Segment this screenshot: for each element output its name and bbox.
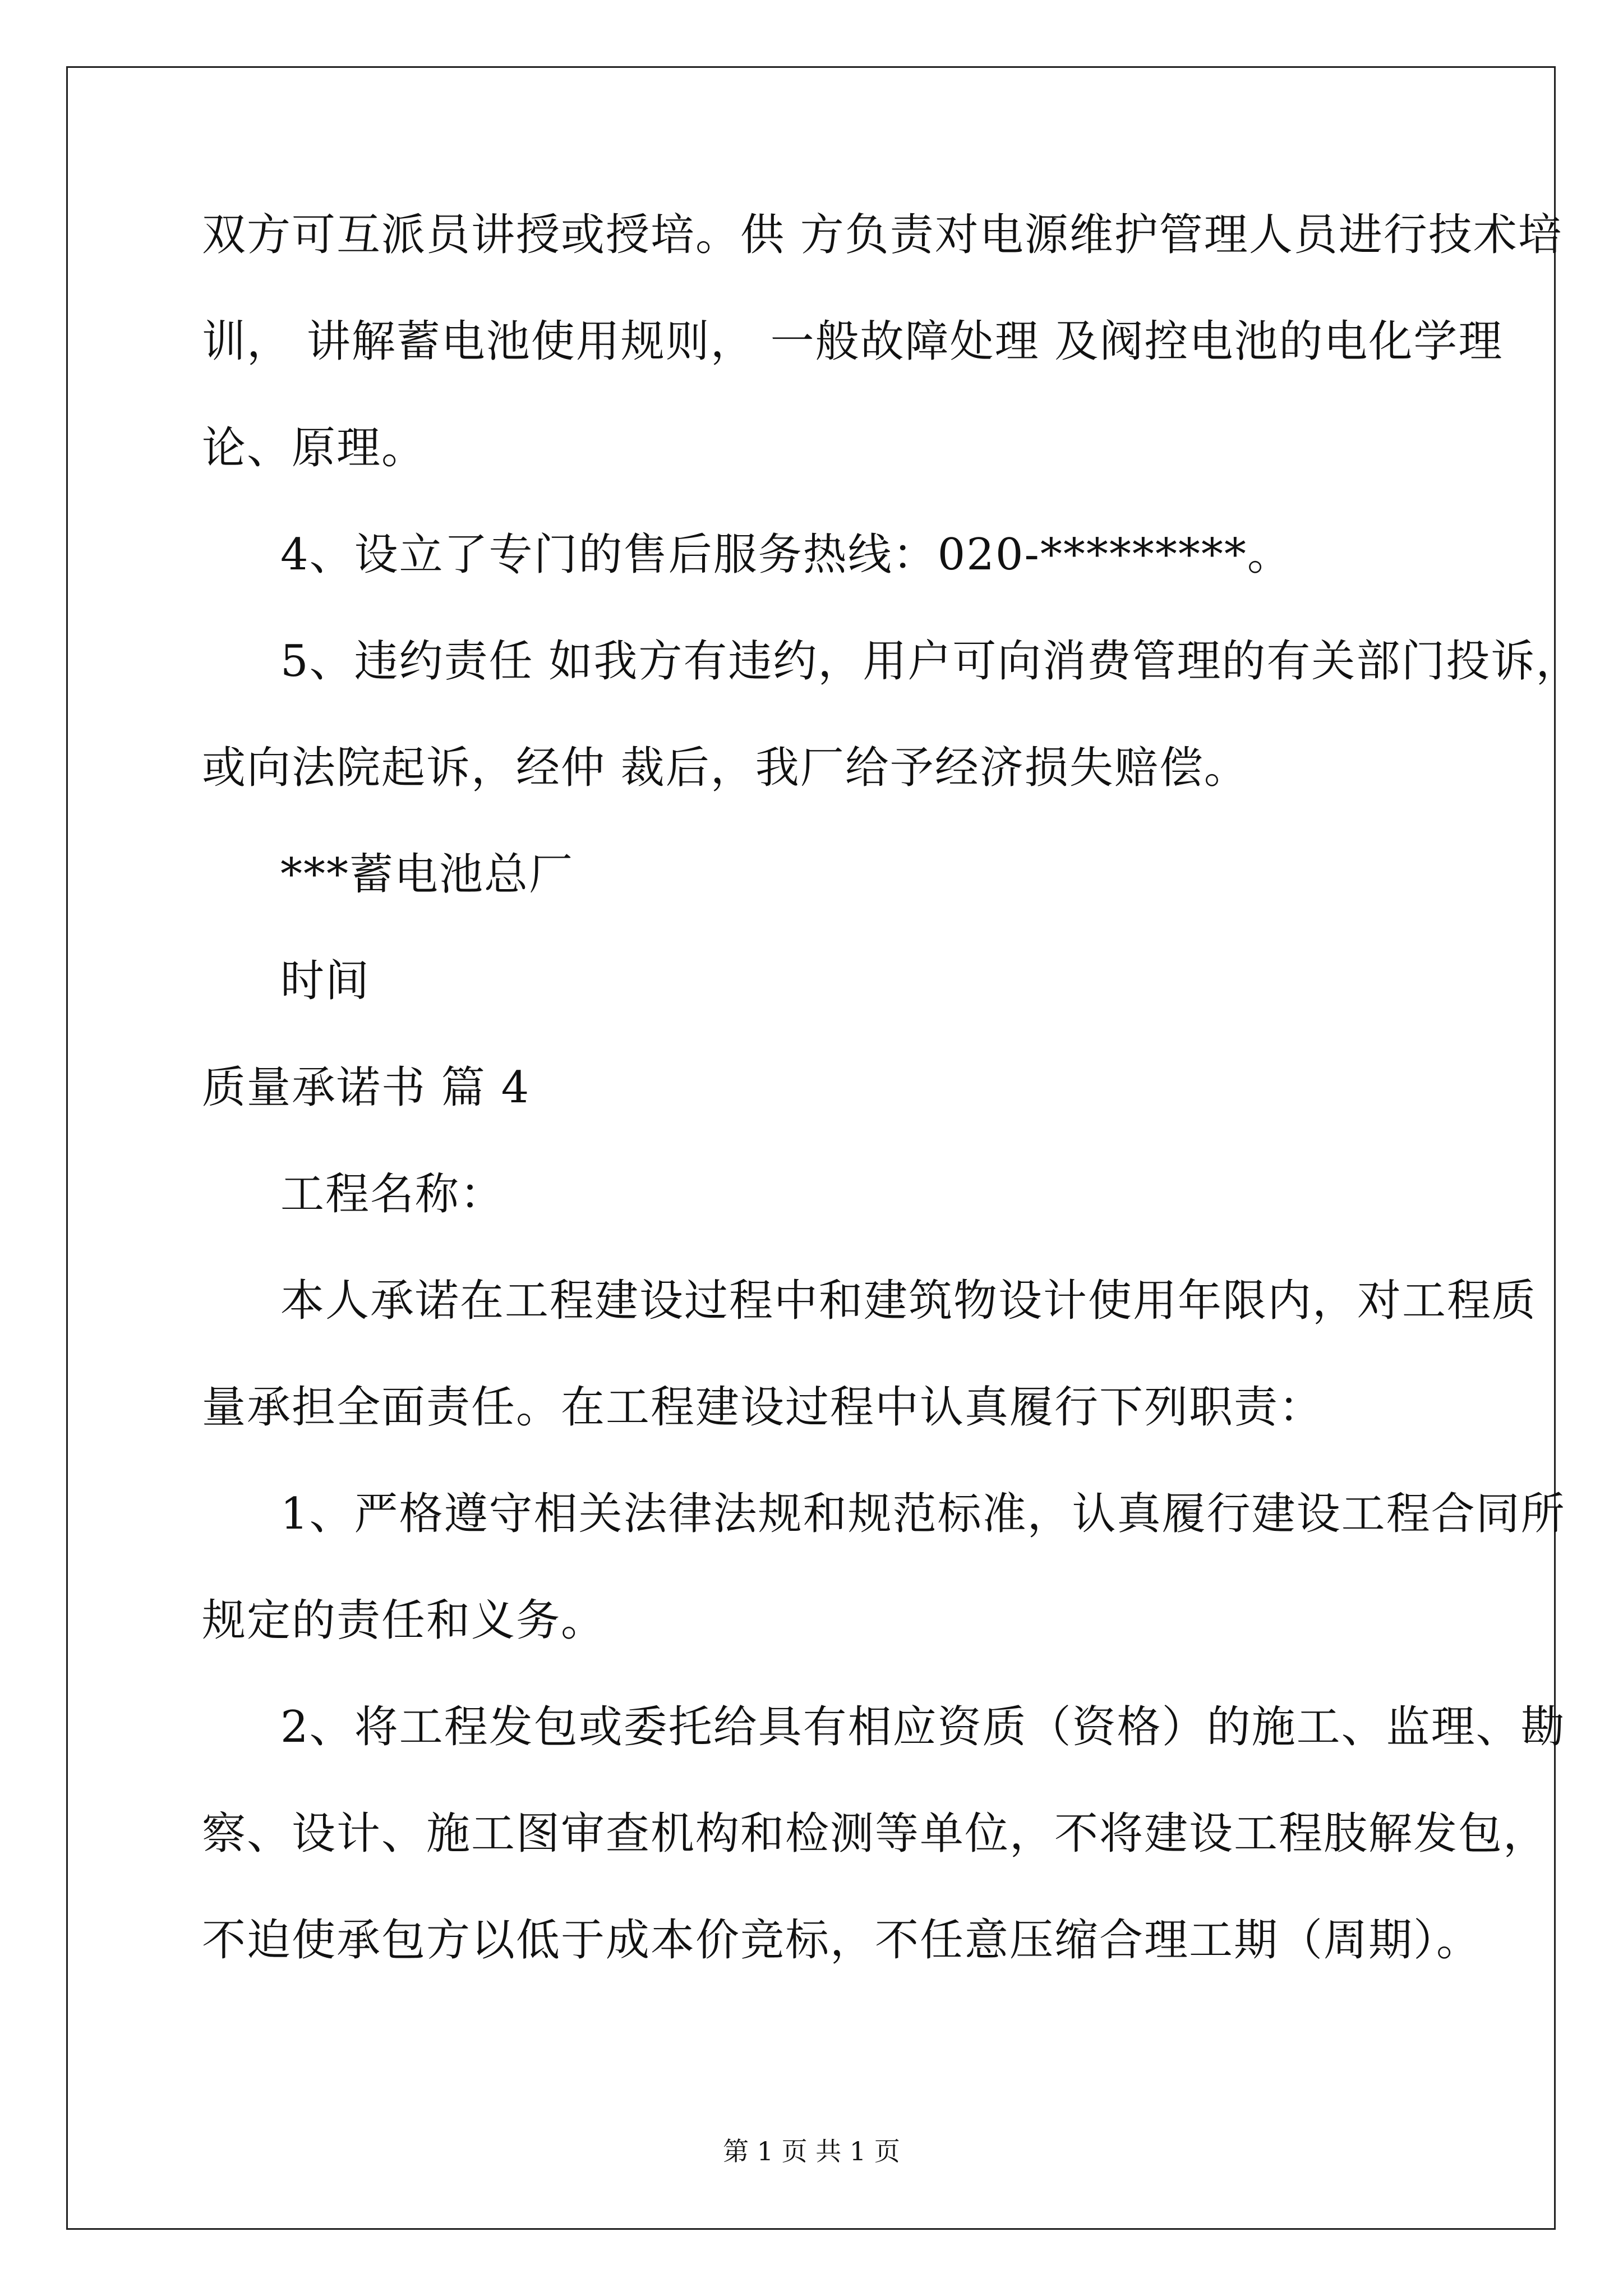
paragraph-line: 不迫使承包方以低于成本价竞标，不任意压缩合理工期（周期）。 [202,1915,1482,1966]
paragraph-line: 2、将工程发包或委托给具有相应资质（资格）的施工、监理、勘 [280,1702,1566,1752]
page-number-footer: 第 1 页 共 1 页 [723,2136,900,2166]
paragraph-line: 量承担全面责任。在工程建设过程中认真履行下列职责： [202,1382,1324,1433]
project-name-label: 工程名称： [280,1169,505,1220]
paragraph-line: 本人承诺在工程建设过程中和建筑物设计使用年限内，对工程质 [280,1276,1537,1326]
signature-date: 时间 [280,956,371,1006]
section-heading: 质量承诺书 篇 4 [202,1062,531,1113]
paragraph-line: 规定的责任和义务。 [202,1595,606,1646]
paragraph-line: 察、设计、施工图审查机构和检测等单位，不将建设工程肢解发包， [202,1809,1548,1859]
paragraph-line: 5、违约责任 如我方有违约，用户可向消费管理的有关部门投诉， [280,636,1581,687]
paragraph-line: 或向法院起诉，经仲 裁后，我厂给予经济损失赔偿。 [202,743,1249,793]
paragraph-line: 论、原理。 [202,423,427,473]
paragraph-line: 双方可互派员讲授或授培。供 方负责对电源维护管理人员进行技术培 [202,210,1563,260]
page-border [66,66,1556,2230]
signature-company: ***蓄电池总厂 [280,849,574,900]
paragraph-line: 1、严格遵守相关法律法规和规范标准，认真履行建设工程合同所 [280,1489,1566,1539]
paragraph-line: 训， 讲解蓄电池使用规则， 一般故障处理 及阀控电池的电化学理 [202,316,1504,367]
paragraph-line: 4、设立了专门的售后服务热线：020-*********。 [280,530,1292,580]
